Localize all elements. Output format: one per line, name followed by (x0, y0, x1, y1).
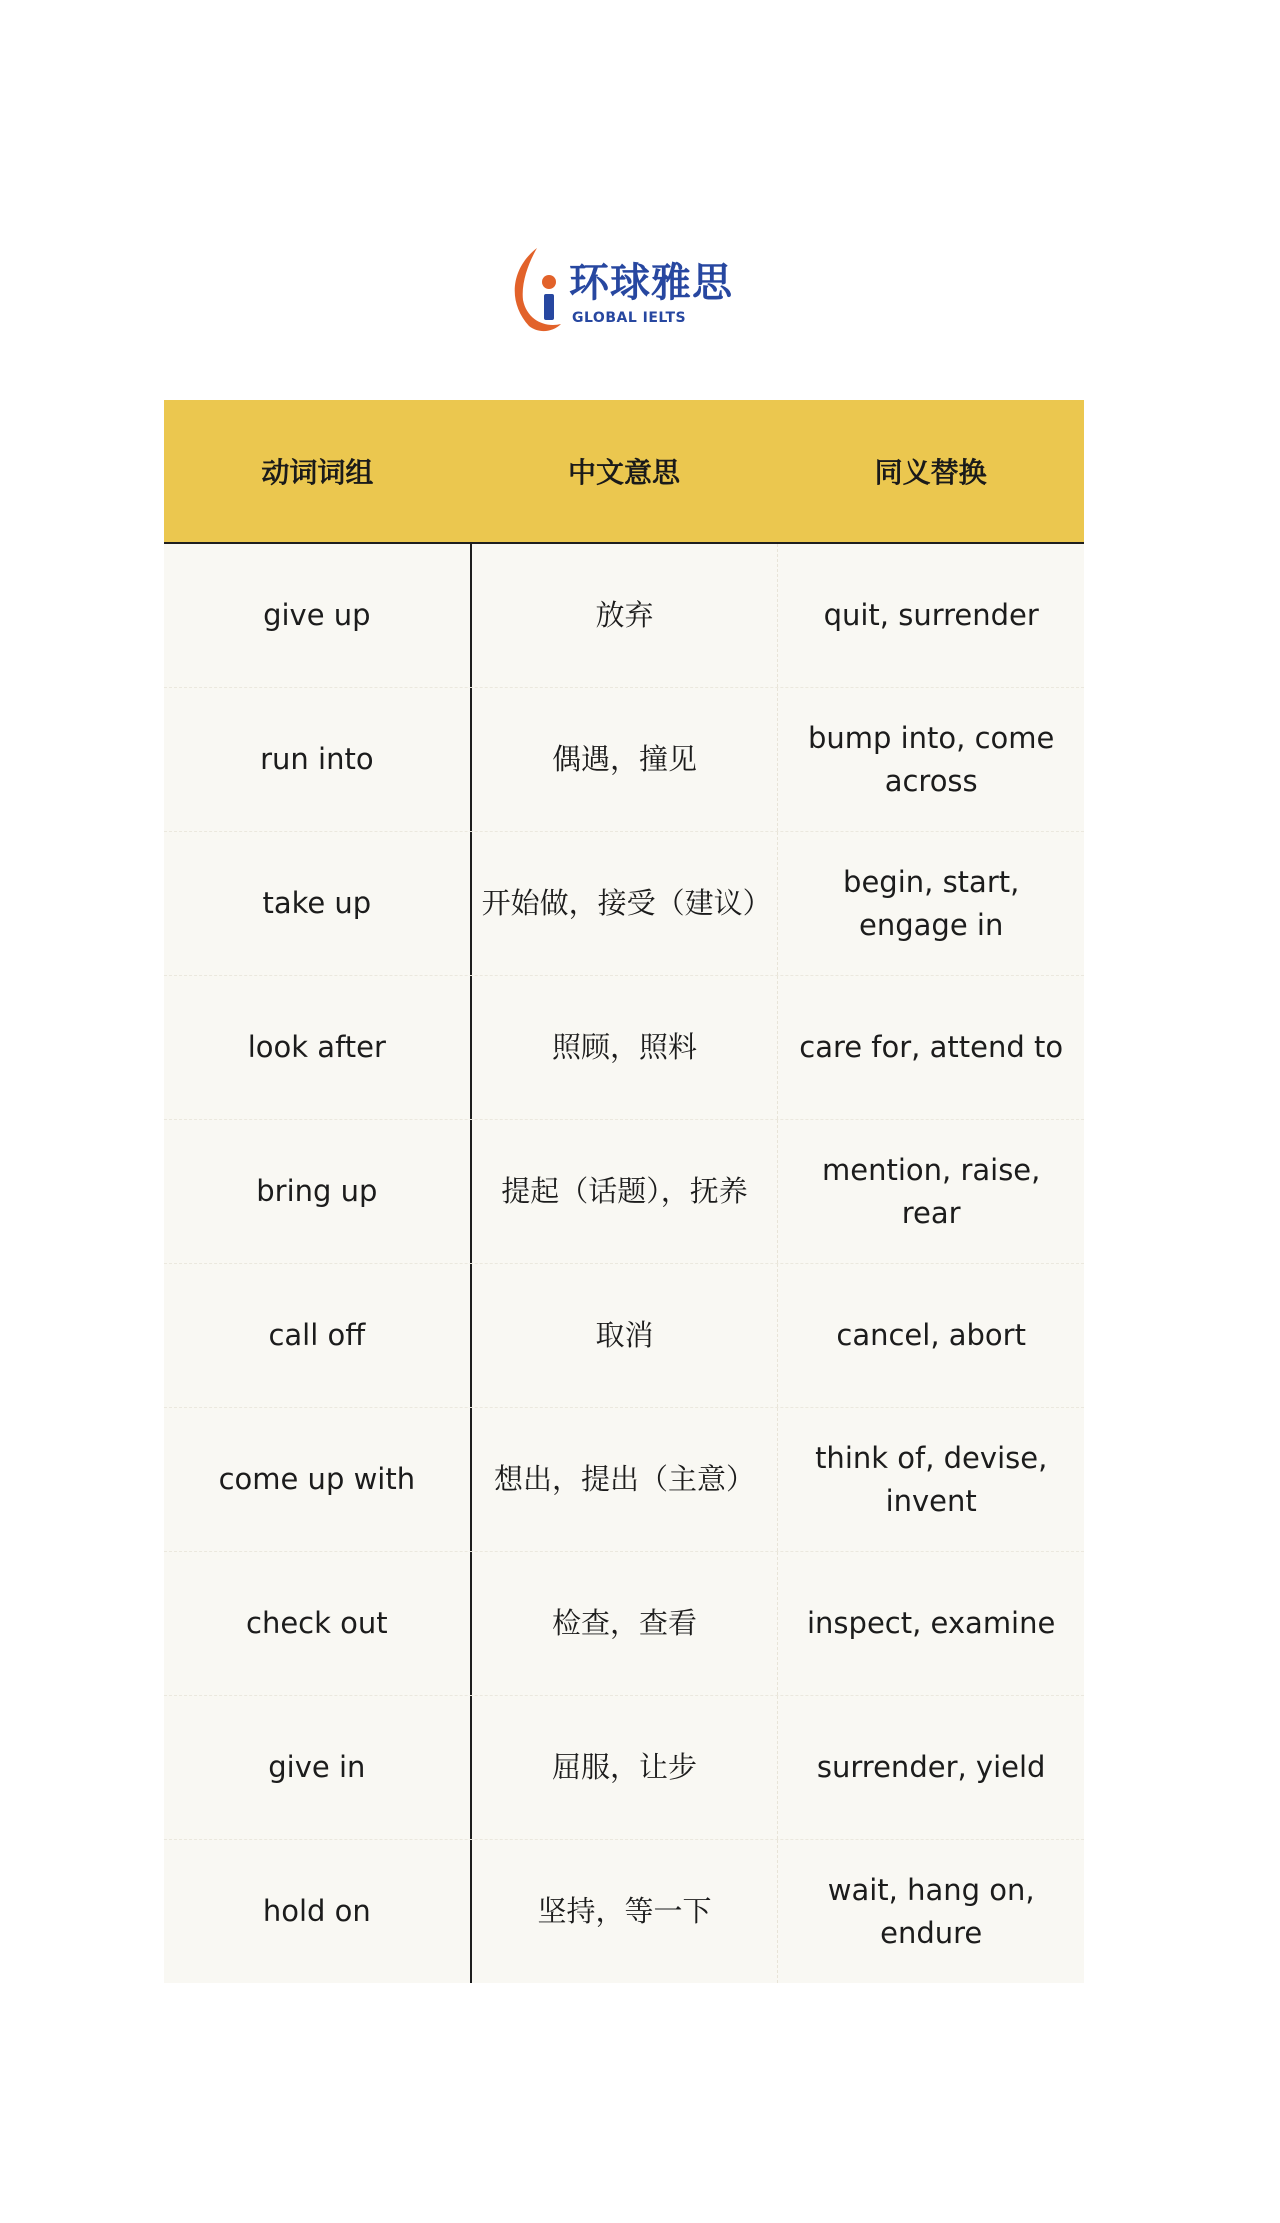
meaning-cell: 放弃 (472, 544, 779, 687)
synonym-cell: wait, hang on, endure (827, 1872, 1035, 1950)
table-row (164, 1120, 1084, 1264)
table-row (164, 688, 1084, 832)
table-row (164, 1552, 1084, 1696)
synonym-cell: care for, attend to (799, 1030, 1064, 1064)
meaning-cell: 偶遇，撞见 (472, 688, 779, 831)
meaning-cell: 开始做，接受（建议） (472, 832, 779, 975)
table-row (164, 544, 1084, 688)
phrase-cell: look after (164, 976, 472, 1119)
phrase-cell: bring up (164, 1120, 472, 1263)
table-row (164, 1840, 1084, 1983)
synonym-cell: mention, raise, rear (821, 1152, 1041, 1230)
table-row (164, 1696, 1084, 1840)
table-row (164, 976, 1084, 1120)
meaning-cell: 坚持，等一下 (472, 1840, 779, 1983)
logo-english-text: GLOBAL IELTS (572, 310, 687, 326)
synonym-cell: surrender, yield (816, 1750, 1046, 1784)
meaning-cell: 屈服，让步 (472, 1696, 779, 1839)
logo-mark-icon (505, 240, 565, 340)
header-phrase: 动词词组 (261, 456, 374, 489)
phrase-cell: take up (164, 832, 472, 975)
table-body (164, 544, 1084, 1983)
meaning-cell: 取消 (472, 1264, 779, 1407)
meaning-cell: 检查，查看 (472, 1552, 779, 1695)
phrase-cell: give in (164, 1696, 472, 1839)
phrase-cell: give up (164, 544, 472, 687)
phrase-cell: run into (164, 688, 472, 831)
synonym-cell: think of, devise, invent (815, 1440, 1048, 1518)
table-row (164, 1408, 1084, 1552)
meaning-cell: 照顾，照料 (472, 976, 779, 1119)
synonym-cell: quit, surrender (823, 598, 1039, 632)
global-ielts-logo (505, 240, 745, 340)
synonym-cell: cancel, abort (836, 1318, 1026, 1352)
meaning-cell: 想出，提出（主意） (472, 1408, 779, 1551)
header-synonyms: 同义替换 (874, 456, 987, 489)
phrasal-verbs-table (164, 400, 1084, 1983)
phrase-cell: come up with (164, 1408, 472, 1551)
table-row (164, 1264, 1084, 1408)
logo-chinese-text: 环球雅思 (569, 260, 733, 306)
phrase-cell: hold on (164, 1840, 472, 1983)
synonym-cell: bump into, come across (807, 720, 1055, 798)
phrase-cell: call off (164, 1264, 472, 1407)
synonym-cell: inspect, examine (807, 1606, 1056, 1640)
header-meaning: 中文意思 (568, 456, 681, 489)
table-row (164, 832, 1084, 976)
meaning-cell: 提起（话题），抚养 (472, 1120, 779, 1263)
table-header (164, 400, 1084, 544)
synonym-cell: begin, start, engage in (843, 864, 1020, 942)
phrase-cell: check out (164, 1552, 472, 1695)
